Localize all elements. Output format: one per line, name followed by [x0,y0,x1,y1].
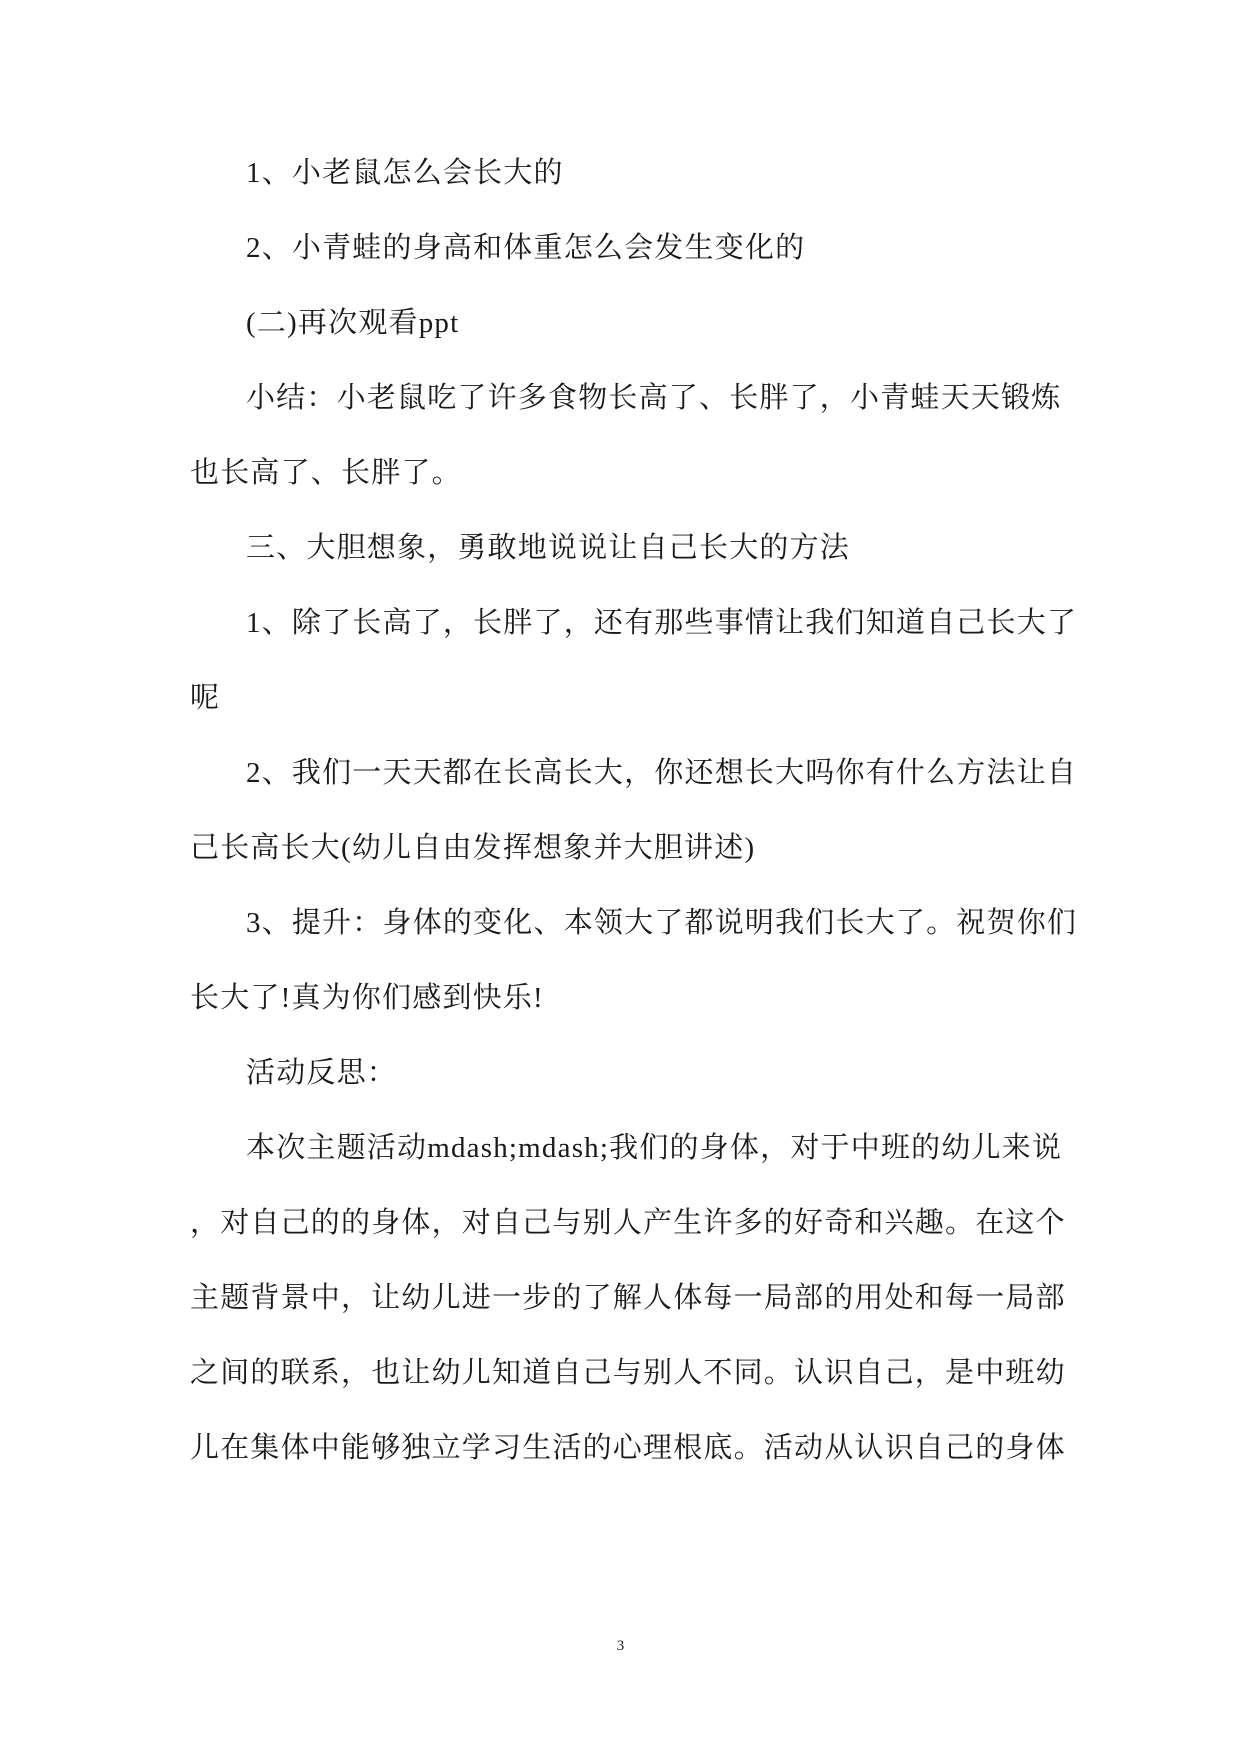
text-line: 2、我们一天天都在长高长大，你还想长大吗你有什么方法让自 [246,757,1078,789]
text-line: 长大了!真为你们感到快乐! [190,982,544,1014]
text-line: ，对自己的的身体，对自己与别人产生许多的好奇和兴趣。在这个 [190,1207,1066,1239]
text-line: 3、提升：身体的变化、本领大了都说明我们长大了。祝贺你们 [246,907,1078,939]
text-line: 小结：小老鼠吃了许多食物长高了、长胖了，小青蛙天天锻炼 [246,382,1062,414]
page-number: 3 [616,1638,625,1654]
text-line: 1、小老鼠怎么会长大的 [246,157,564,189]
text-line: 主题背景中，让幼儿进一步的了解人体每一局部的用处和每一局部 [190,1282,1066,1314]
text-line: 儿在集体中能够独立学习生活的心理根底。活动从认识自己的身体 [190,1432,1066,1464]
text-line: 己长高长大(幼儿自由发挥想象并大胆讲述) [190,832,756,864]
text-line: 本次主题活动mdash;mdash;我们的身体，对于中班的幼儿来说 [246,1132,1063,1164]
text-line: 也长高了、长胖了。 [190,457,462,489]
text-line: (二)再次观看ppt [246,307,460,339]
section-heading: 三、大胆想象，勇敢地说说让自己长大的方法 [246,532,851,564]
text-line: 1、除了长高了，长胖了，还有那些事情让我们知道自己长大了 [246,607,1078,639]
text-line: 2、小青蛙的身高和体重怎么会发生变化的 [246,232,806,264]
section-heading: 活动反思： [246,1057,398,1089]
text-line: 呢 [190,682,221,714]
text-line: 之间的联系，也让幼儿知道自己与别人不同。认识自己，是中班幼 [190,1357,1066,1389]
